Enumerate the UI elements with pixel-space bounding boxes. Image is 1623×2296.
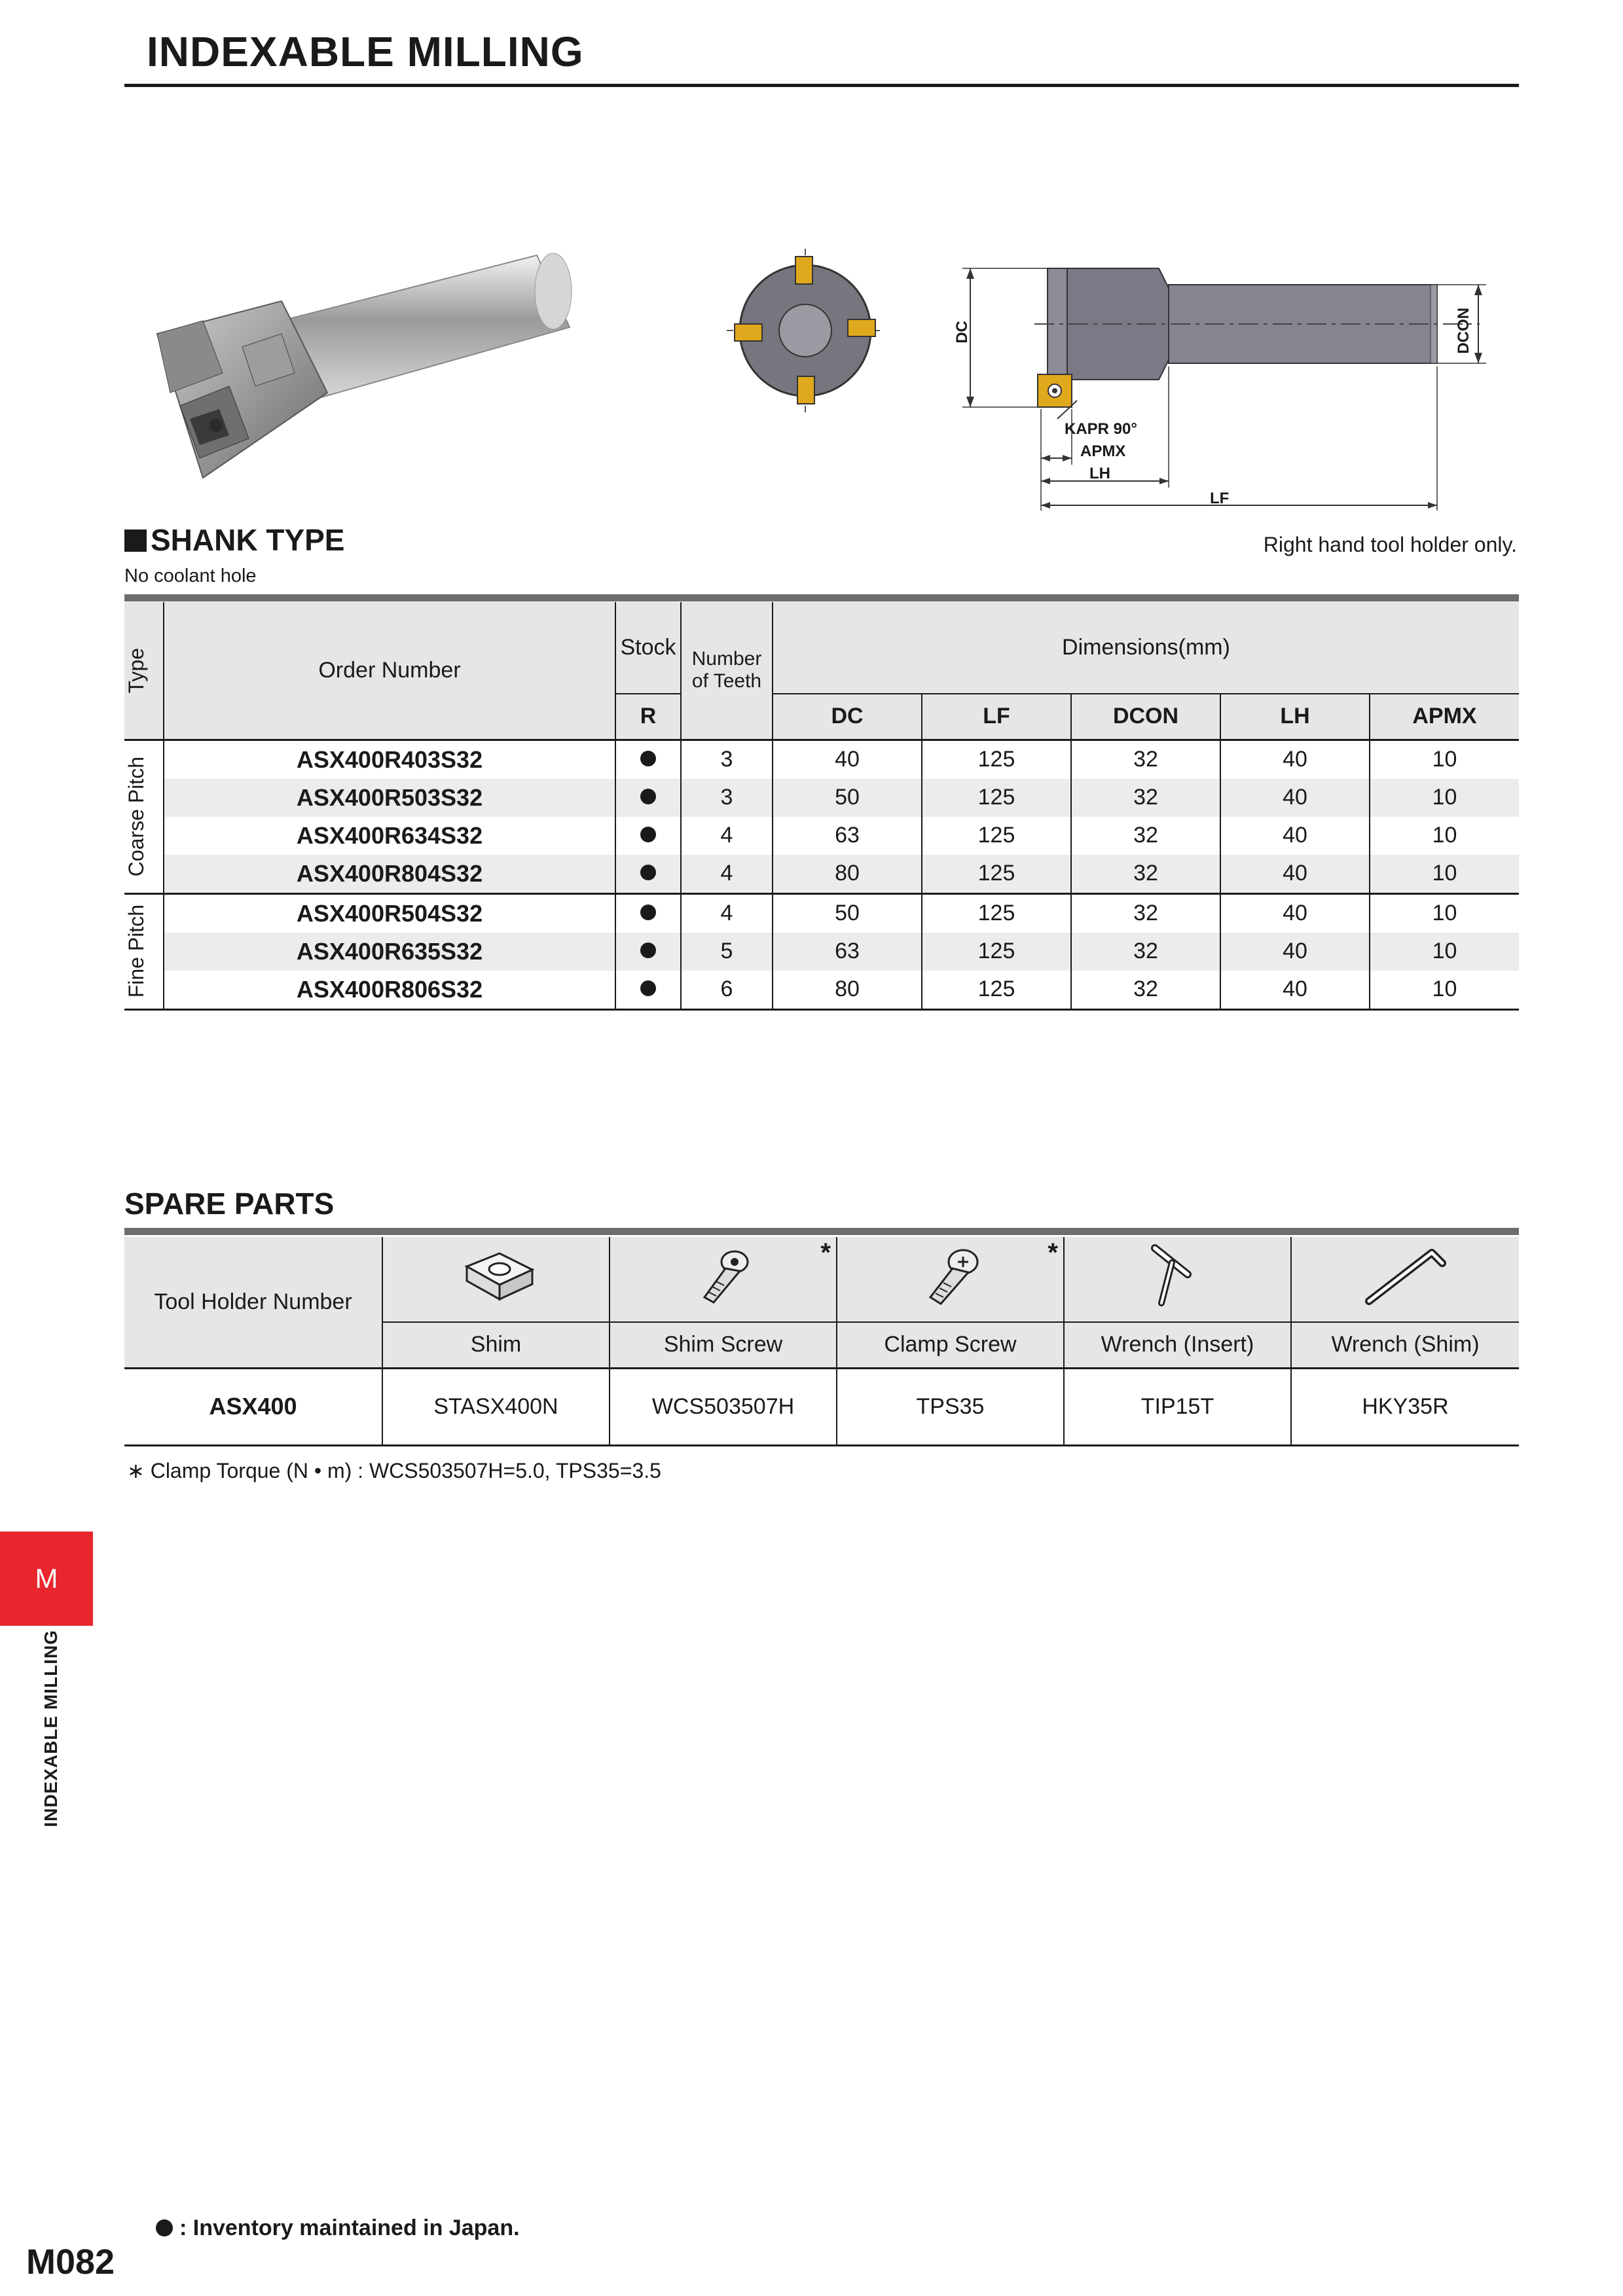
clamp-screw-column-label: Clamp Screw [837,1322,1064,1368]
dc-cell: 80 [773,855,922,894]
order-number-cell: ASX400R503S32 [164,779,615,817]
shim-screw-image-cell [610,1237,837,1322]
shank-table [124,602,1519,1011]
lh-label: LH [1089,465,1110,482]
lh-cell: 40 [1220,855,1370,894]
shim-column-label: Shim [382,1322,610,1368]
apmx-header: APMX [1370,694,1519,740]
teeth-cell: 4 [681,855,773,894]
lh-cell: 40 [1220,893,1370,933]
stock-cell [615,893,681,933]
dimensions-header: Dimensions(mm) [773,602,1519,694]
wrench-insert-column-label: Wrench (Insert) [1064,1322,1291,1368]
order-number-cell: ASX400R634S32 [164,817,615,855]
clamp-screw-part: TPS35 [837,1368,1064,1445]
table-row [124,893,1519,933]
lf-cell: 125 [922,779,1071,817]
lf-label: LF [1210,490,1230,507]
lf-cell: 125 [922,855,1071,894]
wrench-shim-part: HKY35R [1291,1368,1519,1445]
stock-cell [615,779,681,817]
stock-header: Stock [615,602,681,694]
wrench-insert-part: TIP15T [1064,1368,1291,1445]
section-marker-icon [124,529,147,552]
dc-cell: 63 [773,817,922,855]
table-row [124,740,1519,779]
apmx-cell: 10 [1370,971,1519,1010]
type-cell: Coarse Pitch [124,740,164,893]
section-tab: M [0,1532,93,1626]
page-number: M082 [26,2242,115,2282]
clamp-screw-asterisk: * [1048,1238,1058,1267]
lh-header: LH [1220,694,1370,740]
order-number-cell: ASX400R504S32 [164,893,615,933]
wrench-insert-image-cell [1064,1237,1291,1322]
page-title: INDEXABLE MILLING [147,28,584,75]
t-wrench-icon [1142,1240,1214,1312]
lh-cell: 40 [1220,971,1370,1010]
stock-cell [615,855,681,894]
apmx-cell: 10 [1370,855,1519,894]
front-view-diagram [720,242,890,419]
stock-dot-icon [640,865,656,880]
shank-type-heading: SHANK TYPE [124,522,344,558]
shim-screw-column-label: Shim Screw [610,1322,837,1368]
shim-screw-icon [687,1244,759,1309]
dc-cell: 63 [773,933,922,971]
section-side-label: INDEXABLE MILLING [41,1630,61,1827]
lf-cell: 125 [922,971,1071,1010]
spare-parts-table [124,1237,1519,1446]
dcon-cell: 32 [1071,855,1220,894]
dcon-cell: 32 [1071,933,1220,971]
order-number-cell: ASX400R403S32 [164,740,615,779]
order-number-cell: ASX400R806S32 [164,971,615,1010]
lf-cell: 125 [922,740,1071,779]
table-row [124,933,1519,971]
no-coolant-note: No coolant hole [124,565,257,586]
teeth-cell: 3 [681,740,773,779]
spare-parts-row [124,1368,1519,1445]
stock-dot-icon [156,2219,173,2236]
shim-part: STASX400N [382,1368,610,1445]
right-hand-note: Right hand tool holder only. [1263,533,1517,556]
stock-dot-icon [640,905,656,920]
stock-dot-icon [640,980,656,996]
dc-label: DC [953,321,971,344]
table-row [124,817,1519,855]
order-number-header: Order Number [164,602,615,740]
table-row [124,779,1519,817]
dcon-cell: 32 [1071,817,1220,855]
lh-cell: 40 [1220,779,1370,817]
type-cell: Fine Pitch [124,893,164,1009]
dcon-cell: 32 [1071,740,1220,779]
stock-cell [615,933,681,971]
lf-header: LF [922,694,1071,740]
dcon-cell: 32 [1071,971,1220,1010]
order-number-cell: ASX400R804S32 [164,855,615,894]
teeth-cell: 4 [681,817,773,855]
tool-holder-number: ASX400 [124,1368,382,1445]
inventory-legend: : Inventory maintained in Japan. [156,2215,520,2241]
apmx-cell: 10 [1432,901,1457,925]
wrench-shim-column-label: Wrench (Shim) [1291,1322,1519,1368]
lh-cell: 40 [1220,933,1370,971]
spare-parts-heading: SPARE PARTS [124,1187,335,1221]
apmx-cell: 10 [1370,779,1519,817]
clamp-torque-footnote: ∗ Clamp Torque (N • m) : WCS503507H=5.0, TPS35=3.5 [127,1459,661,1482]
apmx-cell: 10 [1432,823,1457,848]
dc-cell: 40 [773,740,922,779]
dc-header: DC [773,694,922,740]
apmx-cell: 10 [1370,933,1519,971]
dc-cell: 80 [773,971,922,1010]
teeth-header: Number of Teeth [681,602,773,740]
title-rule [124,84,1519,87]
teeth-cell: 5 [681,933,773,971]
teeth-cell: 3 [681,779,773,817]
tool-photo [118,242,589,497]
shim-screw-asterisk: * [820,1238,831,1267]
kapr-label: KAPR 90° [1065,420,1137,438]
stock-r-header: R [615,694,681,740]
clamp-screw-icon [915,1244,987,1309]
shim-icon [454,1247,539,1306]
order-number-cell: ASX400R635S32 [164,933,615,971]
teeth-cell: 4 [681,893,773,933]
shim-screw-part: WCS503507H [610,1368,837,1445]
apmx-cell: 10 [1432,747,1457,772]
apmx-label: APMX [1080,442,1126,460]
dcon-header: DCON [1071,694,1220,740]
dc-cell: 50 [773,893,922,933]
stock-cell [615,740,681,779]
teeth-cell: 6 [681,971,773,1010]
wrench-shim-image-cell [1291,1237,1519,1322]
lf-cell: 125 [922,893,1071,933]
lf-cell: 125 [922,817,1071,855]
stock-dot-icon [640,942,656,958]
type-header: Type [124,602,164,740]
spare-table-top-rule [124,1228,1519,1235]
lh-cell: 40 [1220,817,1370,855]
stock-cell [615,817,681,855]
dc-cell: 50 [773,779,922,817]
stock-dot-icon [640,751,656,766]
dcon-cell: 32 [1071,779,1220,817]
shank-table-top-rule [124,594,1519,601]
tool-holder-number-header: Tool Holder Number [124,1237,382,1368]
lh-cell: 40 [1220,740,1370,779]
stock-dot-icon [640,789,656,804]
lf-cell: 125 [922,933,1071,971]
dcon-label: DCON [1455,308,1472,354]
dcon-cell: 32 [1071,893,1220,933]
shim-image-cell [382,1237,610,1322]
stock-dot-icon [640,827,656,842]
hex-key-icon [1360,1244,1451,1309]
clamp-screw-image-cell [837,1237,1064,1322]
table-row [124,971,1519,1010]
stock-cell [615,971,681,1010]
table-row [124,855,1519,894]
